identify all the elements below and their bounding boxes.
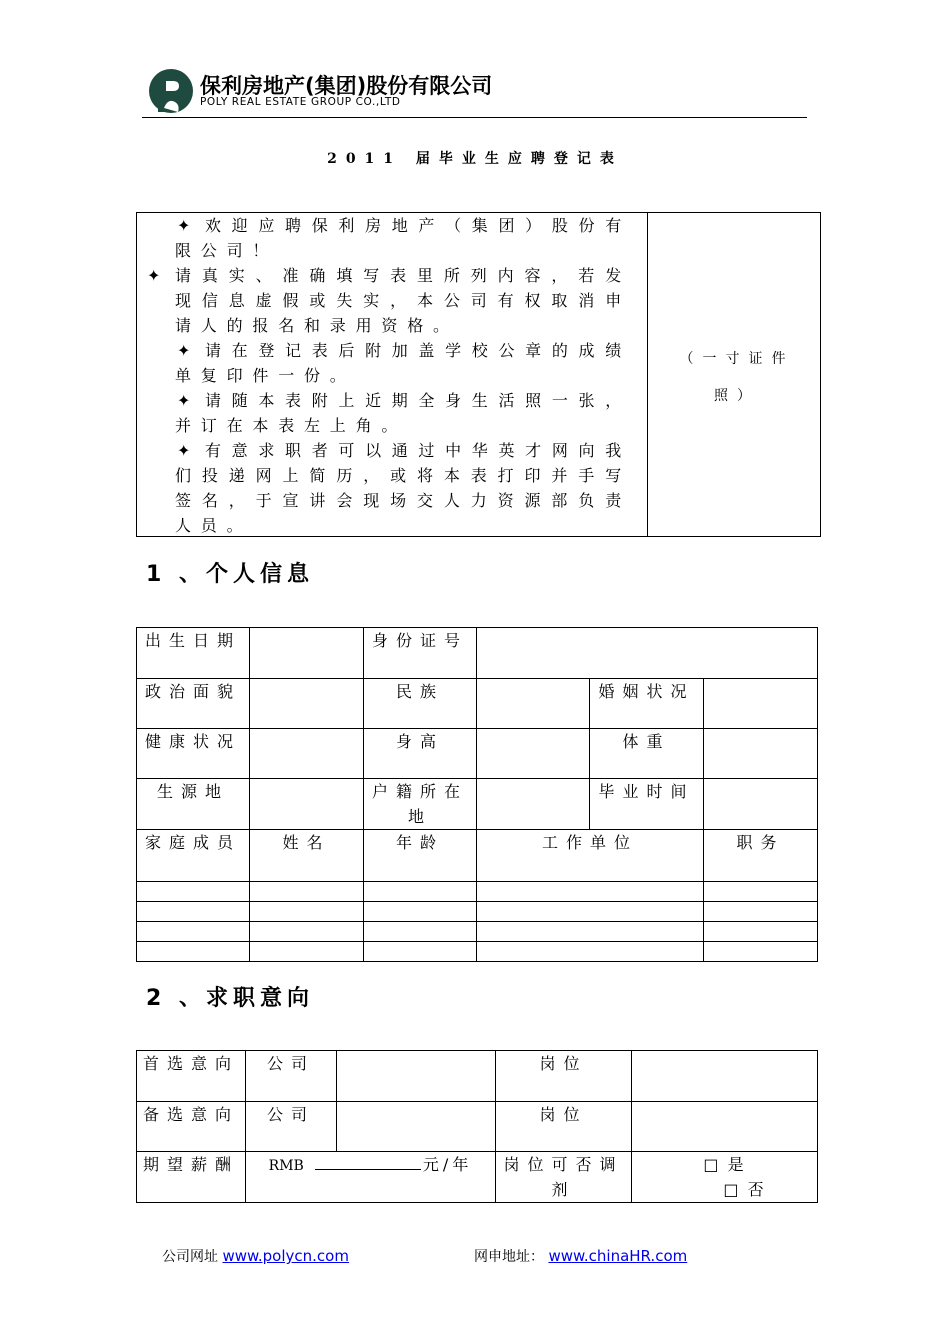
health-field[interactable] <box>250 729 364 779</box>
second-company-label: 公司 <box>246 1102 337 1152</box>
second-post-field[interactable] <box>632 1102 818 1152</box>
first-company-label: 公司 <box>246 1051 337 1102</box>
star-bullet-icon: ✦ <box>177 216 191 235</box>
family-cell[interactable] <box>250 922 364 942</box>
footer-apply-site <box>474 1246 687 1266</box>
family-cell[interactable] <box>137 942 250 962</box>
personal-info-table <box>136 627 818 962</box>
family-cell[interactable] <box>477 902 704 922</box>
second-company-field[interactable] <box>337 1102 496 1152</box>
family-name-header: 姓名 <box>250 830 364 882</box>
family-cell[interactable] <box>704 882 818 902</box>
second-choice-label: 备选意向 <box>137 1102 246 1152</box>
notice-list <box>137 213 648 536</box>
first-post-label: 岗位 <box>496 1051 632 1102</box>
political-field[interactable] <box>250 679 364 729</box>
family-cell[interactable] <box>477 942 704 962</box>
family-cell[interactable] <box>137 922 250 942</box>
star-bullet-icon: ✦ <box>177 341 191 360</box>
origin-label: 生源地 <box>137 779 250 830</box>
salary-field[interactable] <box>246 1152 496 1203</box>
company-logo-icon <box>148 68 194 114</box>
section-heading-job-intention: 2 、求职意向 <box>146 986 314 1011</box>
id-number-label: 身份证号 <box>364 628 477 679</box>
company-name-cn: 保利房地产(集团)股份有限公司 <box>200 74 493 98</box>
political-label: 政治面貌 <box>137 679 250 729</box>
star-bullet-icon: ✦ <box>147 266 161 285</box>
apply-site-link[interactable]: www.chinaHR.com <box>548 1247 688 1265</box>
table-row <box>137 902 818 922</box>
company-name-en: POLY REAL ESTATE GROUP CO.,LTD <box>200 96 401 108</box>
family-cell[interactable] <box>364 902 477 922</box>
notice-item: ✦ 有意求职者可以通过中华英才网向我们投递网上简历，或将本表打印并手写签名，于宣讲会现场交人力资源部负责人员。 <box>137 438 647 538</box>
family-cell[interactable] <box>137 902 250 922</box>
company-site-link[interactable]: www.polycn.com <box>222 1247 349 1265</box>
table-row <box>137 882 818 902</box>
family-cell[interactable] <box>704 942 818 962</box>
footer-site-label: 公司网址 <box>162 1249 218 1265</box>
family-cell[interactable] <box>477 922 704 942</box>
weight-field[interactable] <box>704 729 818 779</box>
salary-suffix: 元/年 <box>422 1155 473 1174</box>
family-cell[interactable] <box>250 902 364 922</box>
adjustable-yes-checkbox[interactable]: □ 是 <box>703 1155 746 1174</box>
adjustable-options <box>632 1152 818 1203</box>
grad-time-label: 毕业时间 <box>590 779 704 830</box>
family-cell[interactable] <box>137 882 250 902</box>
salary-prefix: RMB <box>268 1158 304 1174</box>
birth-date-label: 出生日期 <box>137 628 250 679</box>
notice-box <box>136 212 821 537</box>
first-company-field[interactable] <box>337 1051 496 1102</box>
origin-field[interactable] <box>250 779 364 830</box>
grad-time-field[interactable] <box>704 779 818 830</box>
family-label: 家庭成员 <box>137 830 250 882</box>
family-cell[interactable] <box>364 882 477 902</box>
header-divider <box>142 117 807 118</box>
health-label: 健康状况 <box>137 729 250 779</box>
family-cell[interactable] <box>364 942 477 962</box>
job-intention-table <box>136 1050 818 1203</box>
weight-label: 体重 <box>590 729 704 779</box>
height-label: 身高 <box>364 729 477 779</box>
notice-item: ✦ 欢迎应聘保利房地产（集团）股份有限公司！ <box>137 213 647 263</box>
family-cell[interactable] <box>250 942 364 962</box>
photo-placeholder <box>648 213 820 536</box>
marital-label: 婚姻状况 <box>590 679 704 729</box>
family-position-header: 职务 <box>704 830 818 882</box>
family-work-unit-header: 工作单位 <box>477 830 704 882</box>
adjustable-label: 岗位可否调剂 <box>496 1152 632 1203</box>
family-cell[interactable] <box>704 902 818 922</box>
marital-field[interactable] <box>704 679 818 729</box>
notice-item: ✦ 请真实、准确填写表里所列内容，若发现信息虚假或失实，本公司有权取消申请人的报名和录用资格。 <box>137 263 647 338</box>
notice-item: ✦ 请在登记表后附加盖学校公章的成绩单复印件一份。 <box>137 338 647 388</box>
footer-company-site <box>162 1246 349 1266</box>
adjustable-no-checkbox[interactable]: □ 否 <box>723 1180 766 1199</box>
salary-label: 期望薪酬 <box>137 1152 246 1203</box>
table-row <box>137 942 818 962</box>
ethnicity-label: 民族 <box>364 679 477 729</box>
height-field[interactable] <box>477 729 590 779</box>
ethnicity-field[interactable] <box>477 679 590 729</box>
table-row <box>137 922 818 942</box>
first-choice-label: 首选意向 <box>137 1051 246 1102</box>
star-bullet-icon: ✦ <box>177 441 191 460</box>
page-title: 2011 届毕业生应聘登记表 <box>327 151 623 167</box>
family-age-header: 年龄 <box>364 830 477 882</box>
notice-item: ✦ 请随本表附上近期全身生活照一张，并订在本表左上角。 <box>137 388 647 438</box>
hukou-field[interactable] <box>477 779 590 830</box>
section-heading-personal-info: 1 、个人信息 <box>146 562 314 587</box>
family-cell[interactable] <box>250 882 364 902</box>
hukou-label: 户籍所在地 <box>364 779 477 830</box>
first-post-field[interactable] <box>632 1051 818 1102</box>
footer-apply-label: 网申地址： <box>474 1249 544 1265</box>
family-cell[interactable] <box>477 882 704 902</box>
star-bullet-icon: ✦ <box>177 391 191 410</box>
second-post-label: 岗位 <box>496 1102 632 1152</box>
family-cell[interactable] <box>704 922 818 942</box>
birth-date-field[interactable] <box>250 628 364 679</box>
photo-label: （一寸证件照） <box>679 351 795 404</box>
family-cell[interactable] <box>364 922 477 942</box>
salary-blank[interactable] <box>315 1153 421 1170</box>
id-number-field[interactable] <box>477 628 818 679</box>
